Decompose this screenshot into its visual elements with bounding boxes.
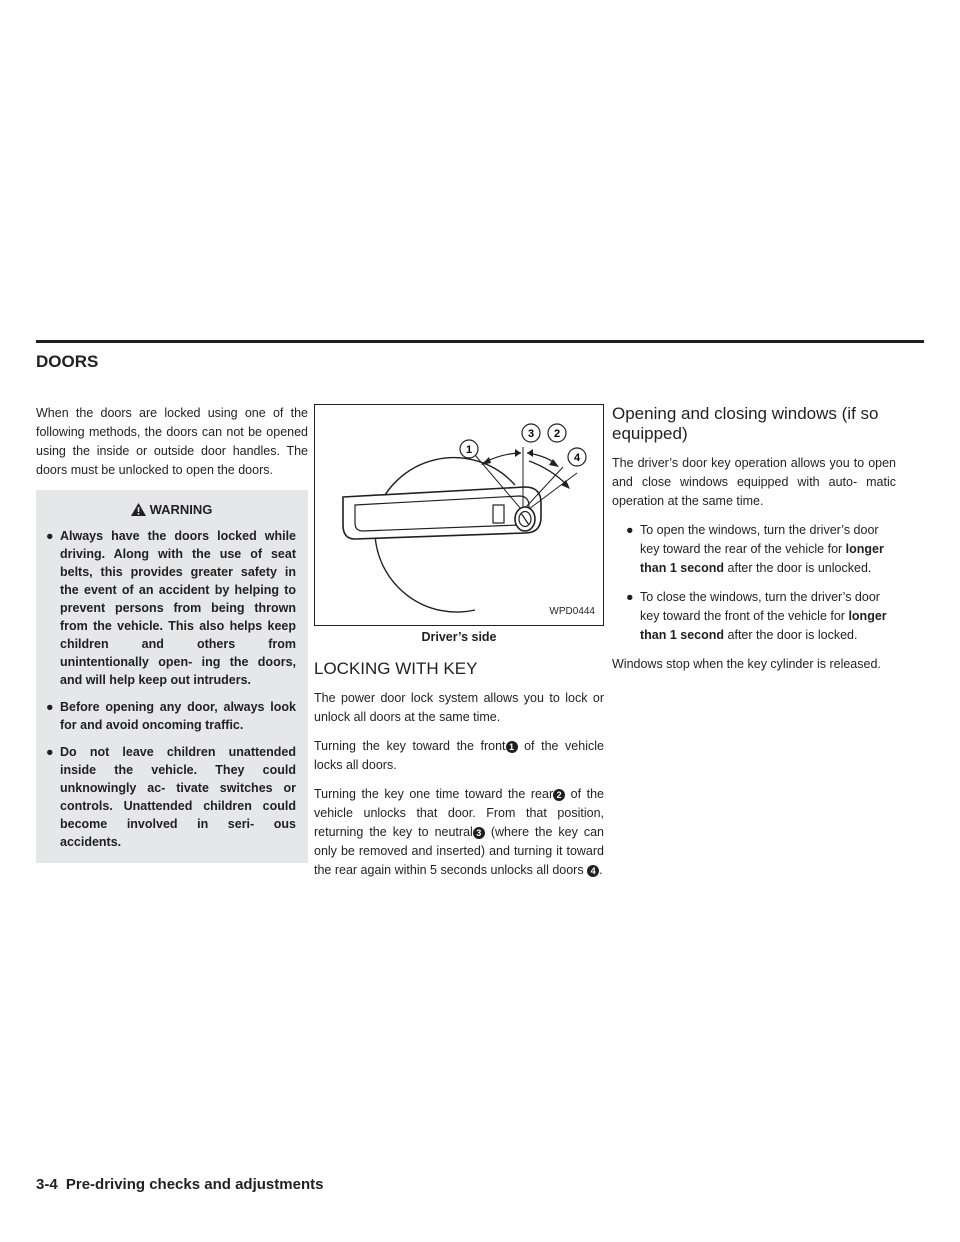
chapter-title: Pre-driving checks and adjustments — [65, 1176, 324, 1193]
windows-intro: The driver’s door key operation allows you to open and close windows equipped with auto- matic operation at the same time. — [612, 456, 896, 508]
bullet-icon: ● — [46, 529, 54, 543]
figure-code: WPD0444 — [549, 606, 595, 617]
figure-caption: Driver’s side — [421, 630, 497, 644]
door-handle-diagram — [315, 405, 605, 627]
list-item: ● To open the windows, turn the driver’s door key toward the rear of the vehicle for longer than 1 second after the door is unlocked. — [626, 521, 896, 578]
warning-item: ● Do not leave children unattended inside the vehicle. They could unknowingly ac- tivate switches or controls. Unattended children could become involved in seri- ous accidents. — [46, 745, 296, 849]
windows-heading: Opening and closing windows (if so equipped) — [612, 404, 879, 443]
door-handle-illustration — [314, 404, 604, 626]
column-middle — [314, 404, 604, 890]
step-number-icon: 4 — [587, 865, 599, 877]
bullet-icon: ● — [46, 745, 54, 759]
warning-triangle-icon — [130, 502, 147, 517]
bullet-icon: ● — [46, 700, 54, 714]
intro-paragraph: When the doors are locked using one of the following methods, the doors can not be opened using the inside or outside door handles. The doors must be unlocked to open the doors. — [36, 406, 308, 477]
locking-paragraph: The power door lock system allows you to lock or unlock all doors at the same time. — [314, 691, 604, 724]
page-number: 3-4 — [36, 1176, 58, 1193]
column-left — [36, 404, 308, 863]
callout-4: 4 — [573, 452, 581, 464]
section-title: DOORS — [36, 352, 99, 371]
list-item: ● To close the windows, turn the driver’s door key toward the front of the vehicle for longer than 1 second after the door is locked. — [626, 588, 896, 645]
callout-2: 2 — [553, 428, 561, 440]
unlock-rear-paragraph: Turning the key one time toward the rear 2 of the vehicle unlocks that door. From that position, returning the key to neutral 3 (where the key can only be removed and inserted) and turning it toward the rear again within 5 seconds unlocks all doors 4 . — [314, 787, 604, 877]
warning-heading — [46, 500, 296, 519]
bullet-icon: ● — [626, 590, 634, 604]
column-right — [612, 404, 896, 684]
step-number-icon: 2 — [553, 789, 565, 801]
warning-box — [36, 490, 308, 863]
step-number-icon: 3 — [473, 827, 485, 839]
warning-label: WARNING — [149, 502, 213, 517]
warning-item: ● Before opening any door, always look for and avoid oncoming traffic. — [46, 700, 296, 732]
locking-heading: LOCKING WITH KEY — [314, 659, 478, 678]
lock-front-paragraph: Turning the key toward the front 1 of the vehicle locks all doors. — [314, 739, 604, 772]
warning-item: ● Always have the doors locked while driving. Along with the use of seat belts, this provides greater safety in the event of an accident by helping to prevent persons from being thrown from the vehicle. This also helps keep children and others from unintentionally open- ing the doors, and will help keep out intruders. — [46, 529, 296, 687]
callout-1: 1 — [465, 444, 473, 456]
page-footer — [36, 1176, 323, 1193]
bullet-icon: ● — [626, 523, 634, 537]
section-rule — [36, 340, 924, 343]
step-number-icon: 1 — [506, 741, 518, 753]
callout-3: 3 — [527, 428, 535, 440]
windows-outro: Windows stop when the key cylinder is released. — [612, 657, 881, 671]
